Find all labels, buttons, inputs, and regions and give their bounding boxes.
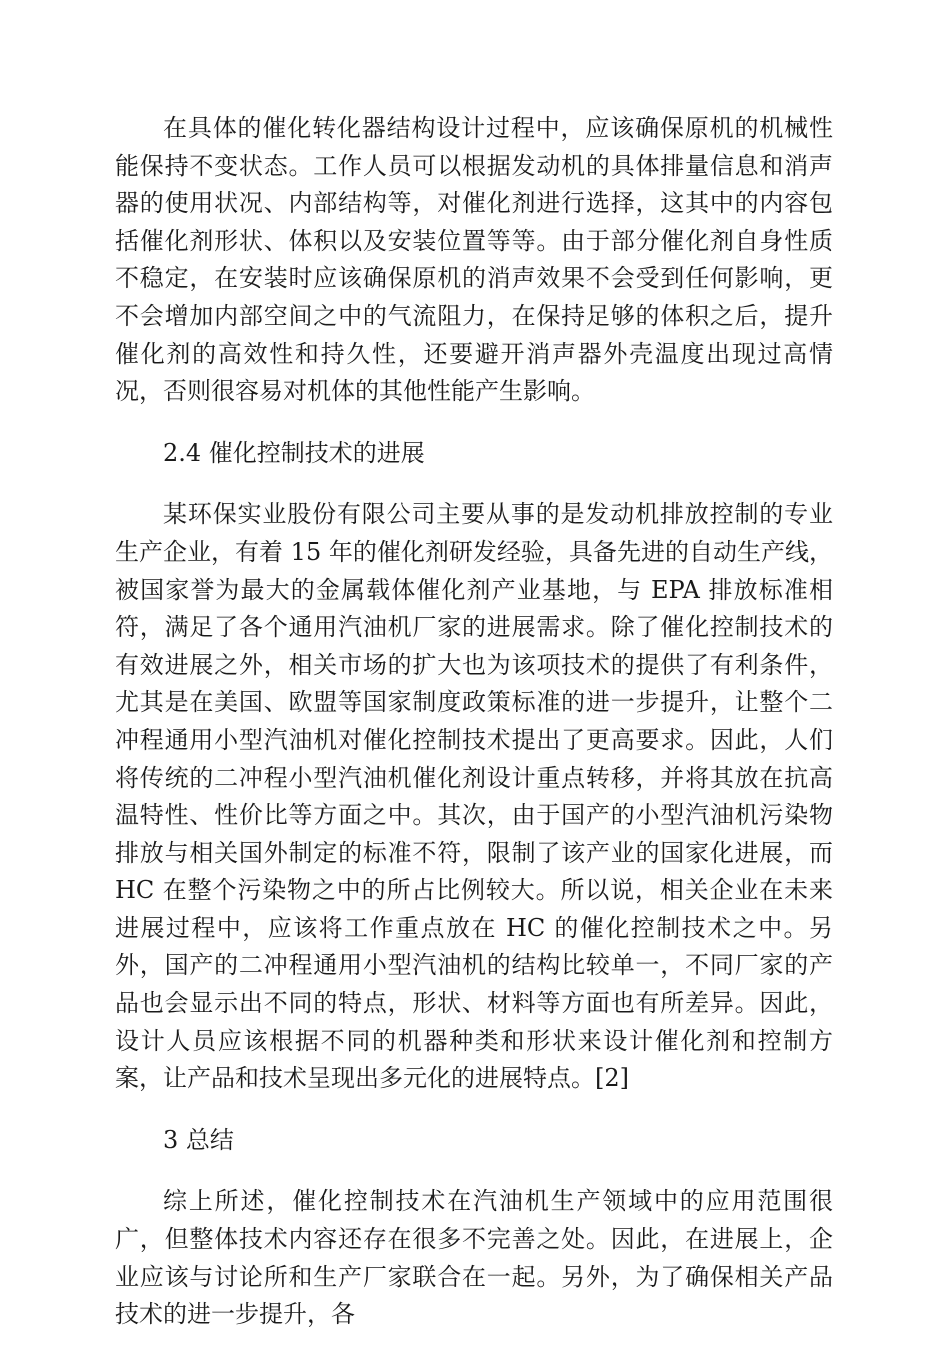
section-heading-2-4: 2.4 催化控制技术的进展 [163, 438, 425, 467]
paragraph-catalyst-design: 在具体的催化转化器结构设计过程中，应该确保原机的机械性能保持不变状态。工作人员可以根据发动机的具体排量信息和消声器的使用状况、内部结构等，对催化剂进行选择，这其中的内容包括催化剂形状、体积以及安装位置等等。由于部分催化剂自身性质不稳定，在安装时应该确保原机的消声效果不会受到任何影响，更不会增加内部空间之中的气流阻力，在保持足够的体积之后，提升催化剂的高效性和持久性，还要避开消声器外壳温度出现过高情况，否则很容易对机体的其他性能产生影响。 [115, 114, 833, 406]
paragraph-catalyst-progress: 某环保实业股份有限公司主要从事的是发动机排放控制的专业生产企业，有着 15 年的催化剂研发经验，具备先进的自动生产线，被国家誉为最大的金属载体催化剂产业基地，与 EPA 排放标准相符，满足了各个通用汽油机厂家的进展需求。除了催化控制技术的有效进展之外，相关市场的扩大也为该项技术的提供了有利条件，尤其是在美国、欧盟等国家制度政策标准的进一步提升，让整个二冲程通用小型汽油机对催化控制技术提出了更高要求。因此，人们将传统的二冲程小型汽油机催化剂设计重点转移，并将其放在抗高温特性、性价比等方面之中。其次，由于国产的小型汽油机污染物排放与相关国外制定的标准不符，限制了该产业的国家化进展，而 HC 在整个污染物之中的所占比例较大。所以说，相关企业在未来进展过程中，应该将工作重点放在 HC 的催化控制技术之中。另外，国产的二冲程通用小型汽油机的结构比较单一，不同厂家的产品也会显示出不同的特点，形状、材料等方面也有所差异。因此，设计人员应该根据不同的机器种类和形状来设计催化剂和控制方案，让产品和技术呈现出多元化的进展特点。[2] [115, 500, 833, 1093]
document-body [115, 110, 833, 1358]
paragraph-summary: 综上所述，催化控制技术在汽油机生产领域中的应用范围很广，但整体技术内容还存在很多不完善之处。因此，在进展上，企业应该与讨论所和生产厂家联合在一起。另外，为了确保相关产品技术的进一步提升，各 [115, 1187, 833, 1329]
section-heading-3: 3 总结 [163, 1125, 234, 1154]
